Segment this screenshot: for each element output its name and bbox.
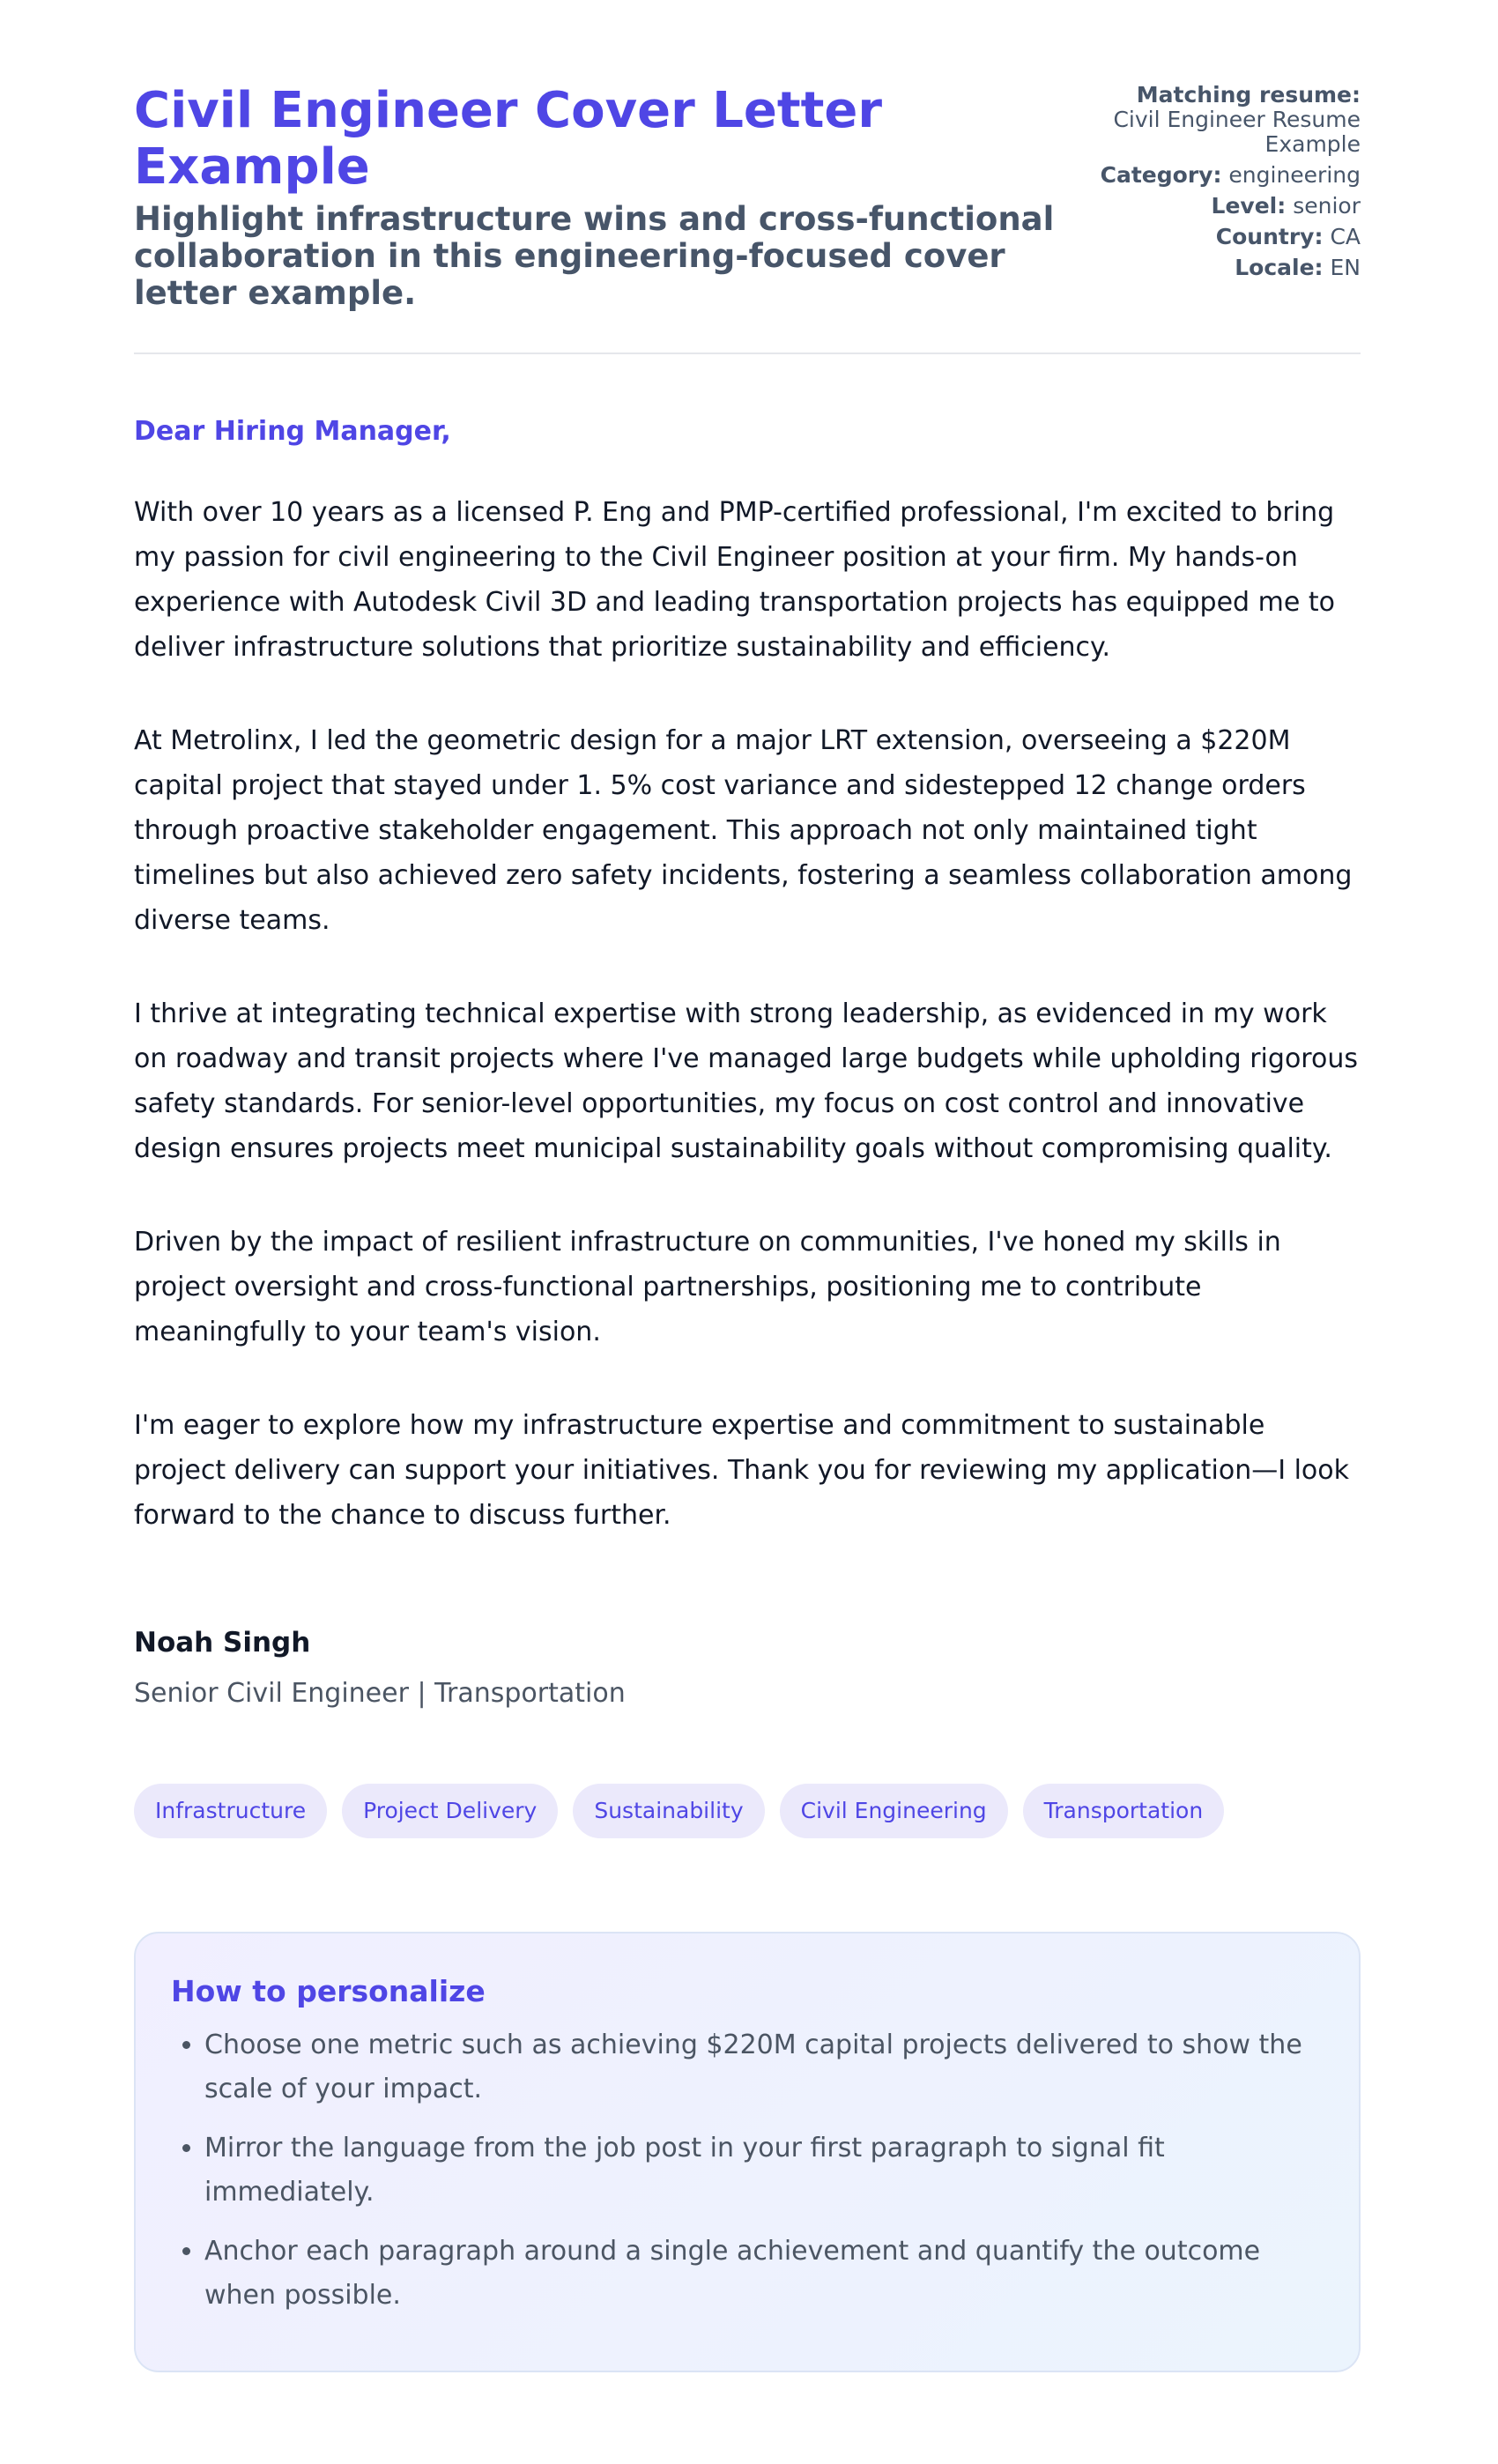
tag-list [134, 1784, 1224, 1838]
meta-country-label: Country: [1215, 224, 1324, 249]
page-title: Civil Engineer Cover Letter Example [134, 82, 882, 196]
tag-civil-engineering: Civil Engineering [780, 1784, 1008, 1838]
tip-item: • Anchor each paragraph around a single achievement and quantify the outcome when possible. [204, 2230, 1324, 2318]
meta-level-value: senior [1293, 193, 1361, 219]
meta-matching-resume-label: Matching resume: [1136, 82, 1361, 108]
meta-locale-value: EN [1330, 255, 1361, 280]
tips-title: How to personalize [171, 1974, 486, 2008]
letter-body [134, 411, 1361, 1715]
signature-name: Noah Singh [134, 1627, 311, 1659]
letter-paragraph: I thrive at integrating technical expertise with strong leadership, as evidenced in my work on roadway and transit projects where I've managed large budgets while upholding rigorous safety standards. For senior-level opportunities, my focus on cost control and innovative design ensures projects meet municipal sustainability goals without compromising quality. [134, 998, 1358, 1164]
tag-infrastructure: Infrastructure [134, 1784, 327, 1838]
meta-category-value: engineering [1228, 162, 1361, 188]
tag-sustainability: Sustainability [573, 1784, 764, 1838]
letter-paragraph: I'm eager to explore how my infrastructure expertise and commitment to sustainable project delivery can support your initiatives. Thank you for reviewing my application—I look forward to the chance to discuss further. [134, 1410, 1350, 1531]
meta-category [1096, 163, 1361, 188]
letter-paragraph: At Metrolinx, I led the geometric design for a major LRT extension, overseeing a $220M capital project that stayed under 1. 5% cost variance and sidestepped 12 change orders through proactive stakeholder engagement. This approach not only maintained tight timelines but also achieved zero safety incidents, fostering a seamless collaboration among diverse teams. [134, 725, 1353, 936]
page-subtitle: Highlight infrastructure wins and cross-functional collaboration in this engineering-focused cover letter example. [134, 200, 1055, 312]
signature-role: Senior Civil Engineer | Transportation [134, 1678, 626, 1709]
meta-category-label: Category: [1100, 162, 1222, 188]
metadata-panel [1096, 83, 1361, 286]
tag-transportation: Transportation [1023, 1784, 1225, 1838]
meta-locale [1096, 256, 1361, 280]
personalize-tips-card [134, 1932, 1361, 2372]
letter-greeting: Dear Hiring Manager, [134, 416, 451, 447]
letter-paragraph: Driven by the impact of resilient infrastructure on communities, I've honed my skills in project oversight and cross-functional partnerships, positioning me to contribute meaningfully to your team's vision. [134, 1227, 1281, 1347]
meta-locale-label: Locale: [1235, 255, 1324, 280]
meta-matching-resume-value: Civil Engineer Resume Example [1113, 107, 1361, 157]
page-header [134, 83, 1361, 312]
header-divider [134, 353, 1361, 354]
tips-list [171, 2023, 1324, 2318]
tip-item: • Choose one metric such as achieving $220M capital projects delivered to show the scale of your impact. [204, 2023, 1324, 2111]
meta-level-label: Level: [1211, 193, 1287, 219]
meta-matching-resume [1096, 83, 1361, 157]
tag-project-delivery: Project Delivery [342, 1784, 558, 1838]
meta-country-value: CA [1330, 224, 1361, 249]
meta-country [1096, 225, 1361, 249]
meta-level [1096, 194, 1361, 219]
letter-paragraph: With over 10 years as a licensed P. Eng and PMP-certified professional, I'm excited to bring my passion for civil engineering to the Civil Engineer position at your firm. My hands-on experience with Autodesk Civil 3D and leading transportation projects has equipped me to deliver infrastructure solutions that prioritize sustainability and efficiency. [134, 497, 1335, 663]
tip-item: • Mirror the language from the job post in your first paragraph to signal fit immediately. [204, 2126, 1324, 2215]
